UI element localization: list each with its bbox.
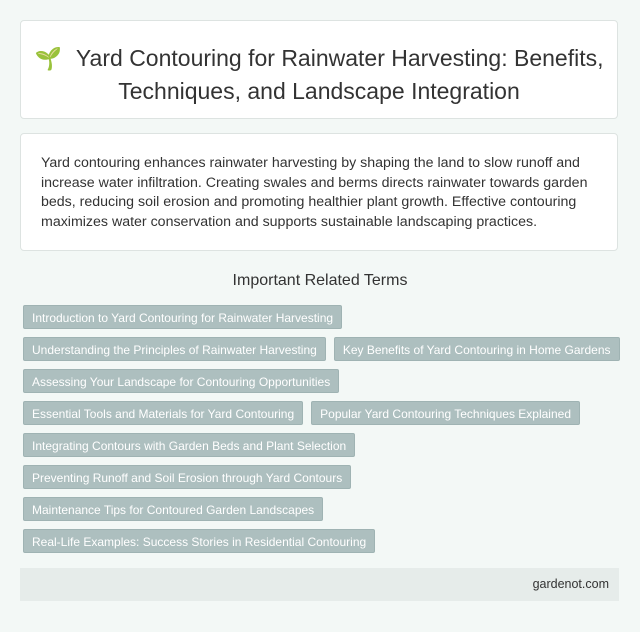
footer (20, 568, 619, 601)
tag-link[interactable]: Understanding the Principles of Rainwater Harvesting (23, 337, 326, 361)
tag-link[interactable]: Integrating Contours with Garden Beds and Plant Selection (23, 433, 355, 457)
title-card (20, 20, 618, 119)
tag-link[interactable]: Popular Yard Contouring Techniques Explained (311, 401, 580, 425)
sprout-icon: 🌱 (34, 46, 62, 71)
page-title (21, 42, 617, 107)
tag-link[interactable]: Essential Tools and Materials for Yard Contouring (23, 401, 303, 425)
page-title-text: Yard Contouring for Rainwater Harvesting: Benefits, Techniques, and Landscape Integration (75, 45, 604, 104)
tag-link[interactable]: Introduction to Yard Contouring for Rainwater Harvesting (23, 305, 342, 329)
footer-site-link[interactable]: gardenot.com (532, 577, 609, 591)
related-terms-heading: Important Related Terms (232, 272, 408, 289)
tag-link[interactable]: Key Benefits of Yard Contouring in Home Gardens (334, 337, 620, 361)
tag-link[interactable]: Maintenance Tips for Contoured Garden Landscapes (23, 497, 323, 521)
summary-text: Yard contouring enhances rainwater harvesting by shaping the land to slow runoff and increase water infiltration. Creating swales and berms directs rainwater towards garden beds, reducing soil erosion and promoting healthier plant growth. Effective contouring maximizes water conservation and supports sustainable landscaping practices. (41, 155, 588, 230)
tag-link[interactable]: Real-Life Examples: Success Stories in Residential Contouring (23, 529, 375, 553)
summary-card (20, 133, 618, 251)
related-terms-list (23, 305, 623, 561)
tag-link[interactable]: Assessing Your Landscape for Contouring Opportunities (23, 369, 339, 393)
tag-link[interactable]: Preventing Runoff and Soil Erosion through Yard Contours (23, 465, 351, 489)
